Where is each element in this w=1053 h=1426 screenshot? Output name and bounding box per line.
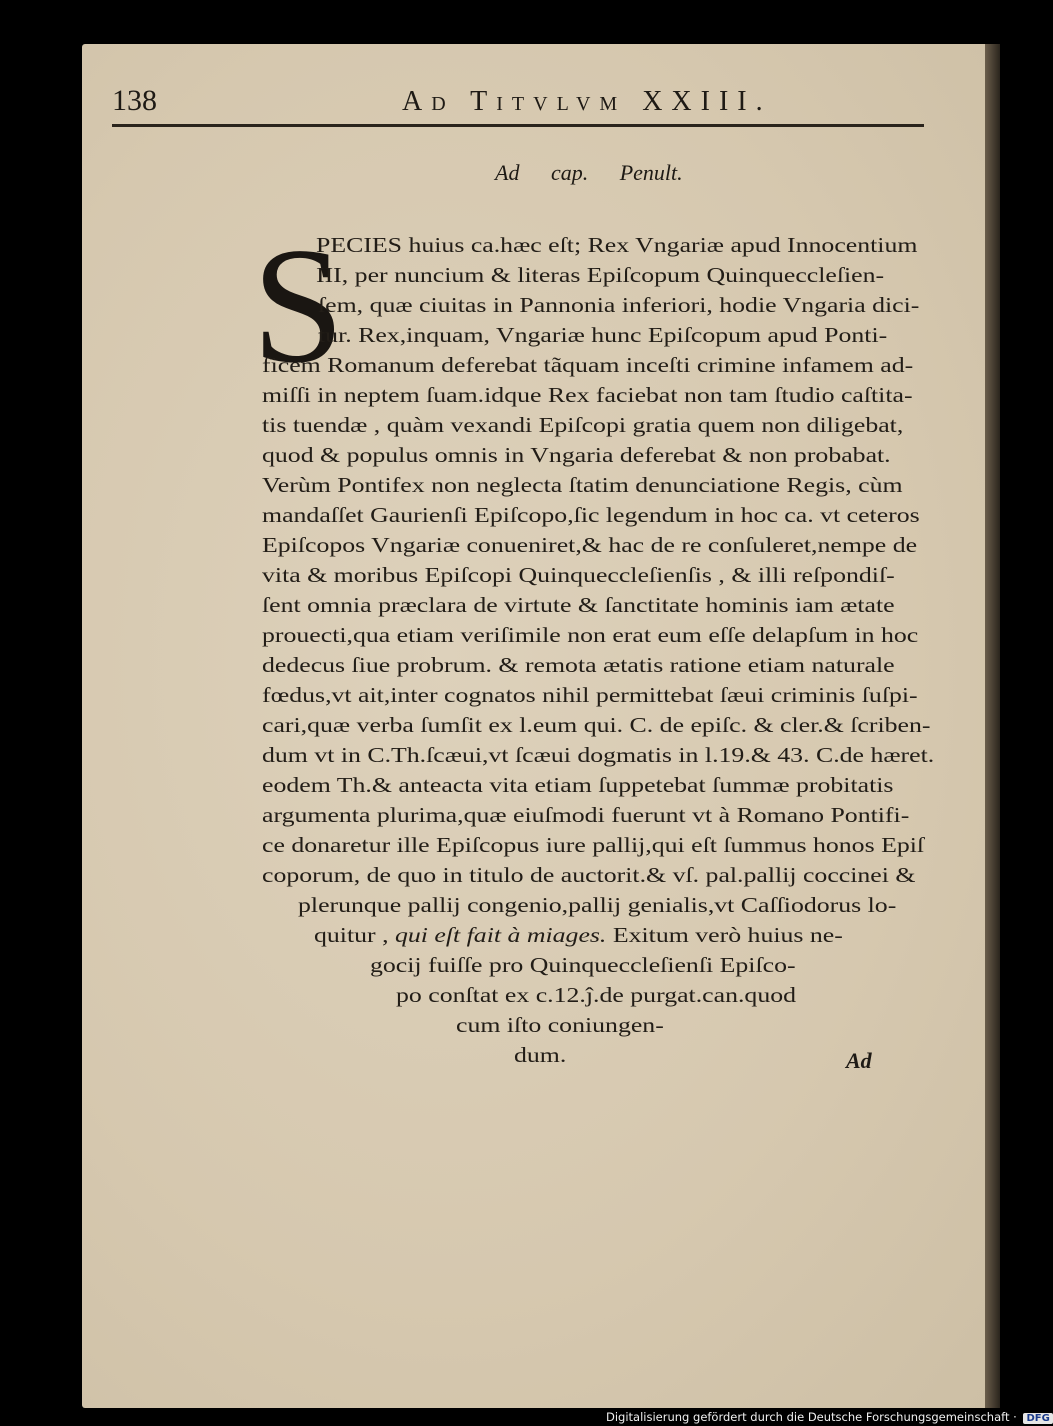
text-line [262, 682, 918, 708]
text-line [262, 532, 917, 558]
text-line-content: ſent omnia præclara de virtute & ſanctitate hominis iam ætate [262, 593, 895, 617]
text-line-content: eodem Th.& anteacta vita etiam ſuppetebat ſummæ probitatis [262, 773, 894, 797]
running-head: Ad Titvlvm XXIII. [402, 86, 772, 117]
text-line-content: ſem, quæ ciuitas in Pannonia inferiori, hodie Vngaria dici- [318, 293, 920, 317]
text-line-content: gocij fuiſſe pro Quinqueccleſienſi Epiſco- [370, 953, 796, 977]
text-line [370, 952, 796, 978]
text-line-content: dedecus ſiue probrum. & remota ætatis ratione etiam naturale [262, 653, 895, 677]
text-line-content: prouecti,qua etiam veriſimile non erat eum eſſe delapſum in hoc [262, 623, 919, 647]
text-line [298, 892, 896, 918]
text-line-content: Epiſcopos Vngariæ conueniret,& hac de re conſuleret,nempe de [262, 533, 918, 557]
text-line-content: cum iſto coniungen- [456, 1013, 664, 1037]
text-line [262, 472, 903, 498]
text-line [262, 742, 934, 768]
dfg-logo: DFG [1023, 1413, 1052, 1424]
text-line [396, 982, 796, 1008]
text-line-content: tur. Rex,inquam, Vngariæ hunc Epiſcopum apud Ponti- [318, 323, 888, 347]
text-line [316, 232, 917, 258]
text-line-content: vita & moribus Epiſcopi Quinqueccleſienſis , & illi reſpondiſ- [262, 563, 895, 587]
text-line-content: mandaſſet Gaurienſi Epiſcopo,ſic legendum in hoc ca. vt ceteros [262, 503, 920, 527]
text-line-content: quitur , [314, 923, 395, 947]
text-line [262, 772, 893, 798]
text-line [262, 832, 924, 858]
catchword: Ad [846, 1048, 872, 1073]
text-line-content: quod & populus omnis in Vngaria deferebat & non probabat. [262, 443, 891, 467]
text-line [318, 292, 919, 318]
text-line-content: fœdus,vt ait,inter cognatos nihil permittebat ſæui criminis ſuſpi- [262, 683, 918, 707]
text-line-content: argumenta plurima,quæ eiuſmodi fuerunt vt à Romano Pontifi- [262, 803, 910, 827]
text-line-tail: Exitum verò huius ne- [606, 923, 843, 947]
drop-capital: S [252, 213, 345, 397]
text-line [262, 862, 915, 888]
text-line [262, 802, 909, 828]
text-line [262, 712, 930, 738]
page-header [112, 72, 922, 116]
text-line-content: ce donaretur ille Epiſcopus iure pallij,qui eſt ſummus honos Epiſ [262, 833, 925, 857]
text-line [262, 652, 895, 678]
text-line-content: coporum, de quo in titulo de auctorit.& vſ. pal.pallij coccinei & [262, 863, 916, 887]
text-line-content: cari,quæ verba ſumſit ex l.eum qui. C. de epiſc. & cler.& ſcriben- [262, 713, 931, 737]
text-line [316, 262, 884, 288]
text-line-content: miſſi in neptem ſuam.idque Rex faciebat non tam ſtudio caſtita- [262, 383, 913, 407]
text-line-content: ficem Romanum deferebat tãquam inceſti crimine infamem ad- [262, 353, 914, 377]
italic-phrase: qui eſt fait à miages. [394, 923, 607, 947]
text-line-content: dum vt in C.Th.ſcæui,vt ſcæui dogmatis in l.19.& 43. C.de hæret. [262, 743, 935, 767]
text-line-content: PECIES huius ca.hæc eſt; Rex Vngariæ apud Innocentium [316, 233, 918, 257]
text-line-content: Verùm Pontifex non neglecta ſtatim denunciatione Regis, cùm [262, 473, 903, 497]
text-line [514, 1042, 566, 1068]
page-number: 138 [112, 84, 157, 117]
text-line-content: tis tuendæ , quàm vexandi Epiſcopi gratia quem non diligebat, [262, 413, 904, 437]
text-line-content: po conſtat ex c.12.ĵ.de purgat.can.quod [396, 983, 797, 1007]
text-line [318, 322, 887, 348]
header-rule [112, 124, 924, 127]
text-line [456, 1012, 664, 1038]
text-line [262, 562, 895, 588]
text-line [262, 382, 913, 408]
text-line [262, 592, 895, 618]
text-line [262, 622, 918, 648]
section-subheading: Ad cap. Penult. [495, 160, 683, 185]
text-line-content: dum. [514, 1043, 567, 1067]
text-line-content: III, per nuncium & literas Epiſcopum Quinqueccleſien- [316, 263, 885, 287]
text-line [262, 502, 920, 528]
page-edge [985, 44, 1000, 1408]
footer-credit [606, 1410, 1053, 1424]
text-line [314, 922, 843, 948]
footer-credit-text: Digitalisierung gefördert durch die Deutsche Forschungsgemeinschaft · [606, 1410, 1017, 1424]
text-line [262, 442, 891, 468]
text-line [262, 352, 913, 378]
text-line-content: plerunque pallij congenio,pallij genialis,vt Caſſiodorus lo- [298, 893, 897, 917]
text-line [262, 412, 903, 438]
